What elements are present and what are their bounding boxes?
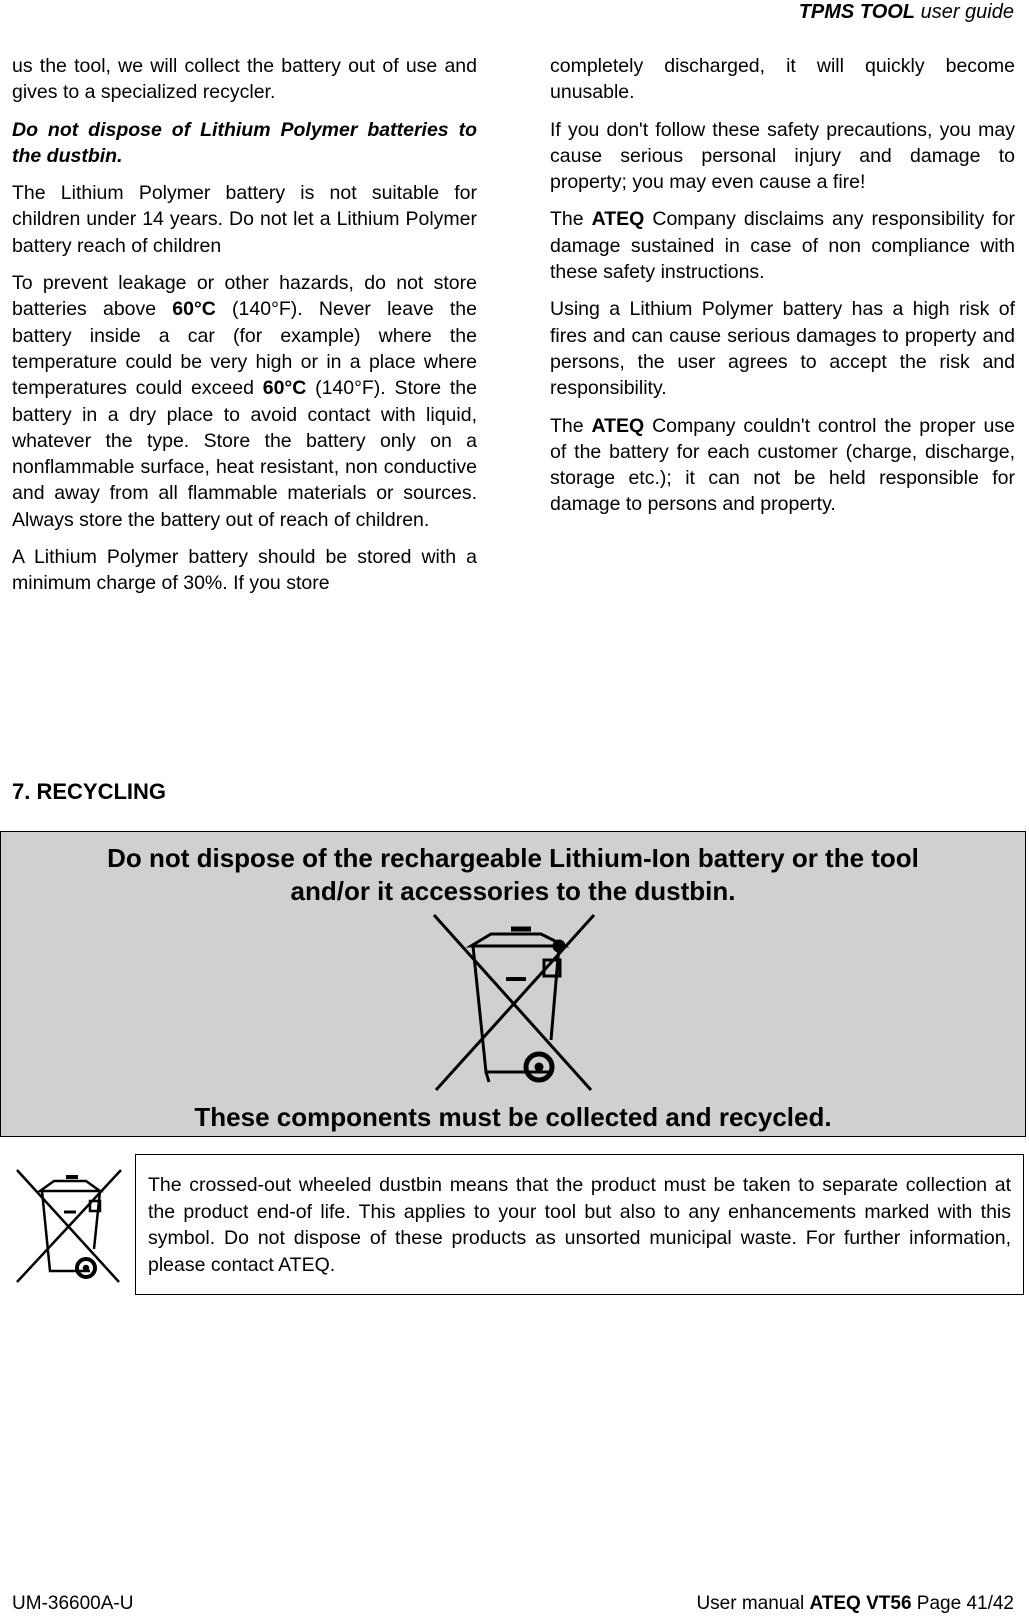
left-paragraph-5: A Lithium Polymer battery should be stored with a minimum charge of 30%. If you store <box>12 546 477 595</box>
left-paragraph-2: Do not dispose of Lithium Polymer batteries to the dustbin. <box>12 118 477 167</box>
page-header <box>799 0 1014 24</box>
left-column <box>12 53 477 608</box>
p3-part-a: The <box>550 208 592 231</box>
crossed-out-wheelie-bin-icon <box>14 1167 124 1290</box>
p5-brand: ATEQ <box>591 414 645 437</box>
footer-page-number: Page 41/42 <box>911 1593 1014 1614</box>
warning-title <box>1 842 1025 908</box>
right-paragraph-1: completely discharged, it will quickly become unusable. <box>550 55 1015 104</box>
right-paragraph-4: Using a Lithium Polymer battery has a high risk of fires and can cause serious damages to property and persons, the user agrees to accept the risk and responsibility. <box>550 298 1015 400</box>
p4-temp-2: 60°C <box>262 377 307 400</box>
left-paragraph-3: The Lithium Polymer battery is not suitable for children under 14 years. Do not let a Lithium Polymer battery reach of children <box>12 182 477 257</box>
right-column <box>550 53 1015 529</box>
left-paragraph-1: us the tool, we will collect the battery out of use and gives to a specialized recycler. <box>12 55 477 104</box>
right-paragraph-3 <box>550 206 1015 285</box>
p3-brand: ATEQ <box>591 208 645 231</box>
footer-manual-prefix: User manual <box>696 1593 810 1614</box>
footer-page-info <box>696 1593 1014 1615</box>
header-title-bold: TPMS TOOL <box>798 1 916 23</box>
p5-part-b: Company couldn't control the proper use of the battery for each customer (charge, discharge, storage etc.); it can not be held responsible for damage to persons and property. <box>550 414 1015 516</box>
crossed-out-wheelie-bin-icon <box>431 912 601 1097</box>
info-box: The crossed-out wheeled dustbin means that the product must be taken to separate collection at the product end-of life. This applies to your tool but also to any enhancements marked with this symbol. Do not dispose of these products as unsorted municipal waste. For further information, please contact ATEQ. <box>135 1154 1024 1295</box>
section-title: 7. RECYCLING <box>12 779 167 804</box>
p4-part-b: (140°F). Never leave the battery inside a car (for example) where the temperature could be very high or in a place where temperatures could exceed <box>12 298 477 400</box>
header-title-rest: user guide <box>915 1 1014 23</box>
p4-part-c: (140°F). Store the battery in a dry place to avoid contact with liquid, whatever the type. Store the battery only on a nonflammable surface, heat resistant, non conductive and away from all flammable materials or sources. Always store the battery out of reach of children. <box>12 377 477 531</box>
footer-doc-code: UM-36600A-U <box>12 1593 134 1614</box>
footer-manual-product: ATEQ VT56 <box>809 1593 912 1614</box>
p3-part-b: Company disclaims any responsibility for damage sustained in case of non compliance with these safety instructions. <box>550 208 1015 284</box>
warning-footer: These components must be collected and recycled. <box>194 1102 832 1132</box>
right-paragraph-2: If you don't follow these safety precautions, you may cause serious personal injury and damage to property; you may even cause a fire! <box>550 118 1015 194</box>
p5-part-a: The <box>550 414 592 437</box>
left-paragraph-4 <box>12 270 477 533</box>
right-paragraph-5 <box>550 413 1015 518</box>
p4-part-a: To prevent leakage or other hazards, do not store batteries above <box>12 272 477 321</box>
p4-temp-1: 60°C <box>172 298 216 321</box>
recycling-warning-box <box>0 831 1026 1137</box>
warning-line-1: Do not dispose of the rechargeable Lithium-Ion battery or the tool <box>107 843 919 873</box>
warning-line-2: and/or it accessories to the dustbin. <box>290 876 736 906</box>
